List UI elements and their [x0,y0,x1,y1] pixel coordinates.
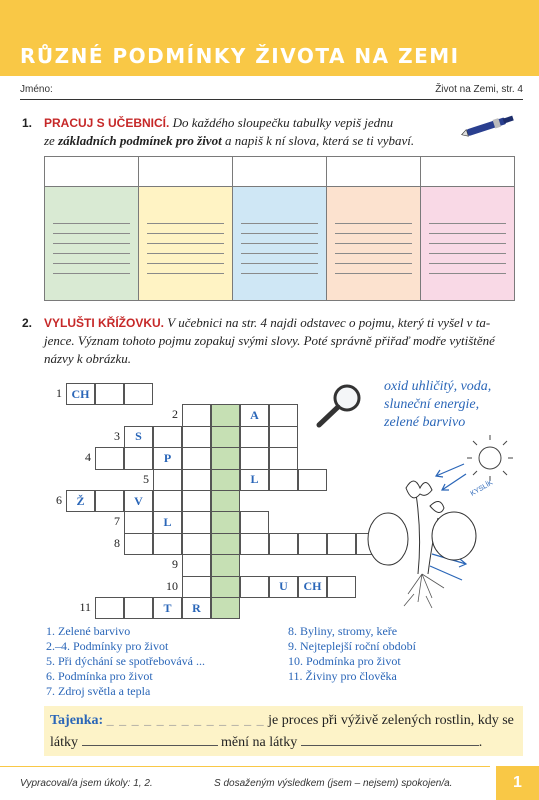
solution-text-1: je proces při výživě zelených rostlin, kdy se [268,713,514,728]
clues-left [46,624,205,699]
pen-icon [460,110,520,140]
crossword-cell[interactable] [240,533,269,555]
crossword-cell[interactable] [269,426,298,448]
writing-line [335,263,412,264]
writing-line [429,223,506,224]
clue-7: 7. Zdroj světla a tepla [46,684,151,698]
crossword-cell[interactable] [211,511,240,533]
crossword-cell[interactable]: L [240,469,269,491]
crossword-row-number: 6 [56,493,62,507]
writing-line [53,273,130,274]
crossword-row-number: 5 [143,471,149,486]
crossword-cell[interactable] [182,447,211,469]
writing-line [147,233,224,234]
crossword-cell[interactable] [182,426,211,448]
task1-line2-bold: základních podmínek pro život [58,133,222,148]
crossword-cell[interactable] [211,447,240,469]
task1-line2-post: a napiš k ní slova, která se ti vybaví. [224,133,415,148]
clue-9: 9. Nejteplejší roční období [288,639,416,653]
crossword-cell[interactable] [211,597,240,619]
crossword-cell[interactable] [124,447,153,469]
crossword-row-number: 8 [114,535,120,550]
crossword-cell[interactable] [153,490,182,512]
crossword-cell[interactable]: CH [298,576,327,598]
task2-number: 2. [22,316,33,330]
crossword-cell[interactable]: R [182,597,211,619]
magnifier-icon [314,382,366,430]
solution-blank-2[interactable] [82,745,218,746]
clue-11: 11. Živiny pro člověka [288,669,397,683]
crossword-cell[interactable] [269,533,298,555]
crossword-cell[interactable]: Ž [66,490,95,512]
writing-line [53,263,130,264]
condition-header-5[interactable] [421,157,515,187]
crossword-cell[interactable]: S [124,426,153,448]
writing-line [429,253,506,254]
crossword-cell[interactable] [211,533,240,555]
task2-heading: VYLUŠTI KŘÍŽOVKU. [44,316,165,330]
writing-line [53,233,130,234]
crossword-cell[interactable] [298,533,327,555]
crossword-row-number: 1 [56,386,62,400]
crossword-cell[interactable]: A [240,404,269,426]
writing-line [429,243,506,244]
crossword-cell[interactable] [211,490,240,512]
writing-line [241,233,318,234]
condition-header-4[interactable] [327,157,421,187]
solution-text-2-end: . [478,735,483,750]
crossword-cell[interactable]: V [124,490,153,512]
clue-1: 1. Zelené barvivo [46,624,131,638]
task1-number: 1. [22,116,33,130]
name-label: Jméno: [20,84,53,95]
crossword-cell[interactable] [124,597,153,619]
crossword-cell[interactable] [182,404,211,426]
solution-blank[interactable]: _ _ _ _ _ _ _ _ _ _ _ _ _ [106,713,265,728]
crossword-cell[interactable] [95,447,124,469]
condition-header-1[interactable] [45,157,139,187]
crossword-row-number: 9 [172,557,178,572]
crossword-cell[interactable] [240,426,269,448]
crossword-cell[interactable] [240,576,269,598]
crossword-cell[interactable] [153,469,182,491]
condition-header-3[interactable] [233,157,327,187]
writing-line [335,273,412,274]
crossword-cell[interactable] [153,426,182,448]
crossword-cell[interactable] [327,533,356,555]
crossword-cell[interactable] [182,554,211,576]
crossword-cell[interactable] [327,576,356,598]
writing-line [335,243,412,244]
condition-column-2[interactable] [139,187,233,301]
writing-line [241,253,318,254]
hint-words [384,378,491,432]
crossword-cell[interactable]: T [153,597,182,619]
crossword-cell[interactable] [211,554,240,576]
task2-line3: názvy k obrázku. [44,351,132,366]
conditions-table [44,156,515,301]
solution-text-2-mid: mění na látky [221,735,298,750]
footer-satisfaction: S dosaženým výsledkem (jsem – nejsem) spokojen/a. [214,778,453,789]
crossword-cell[interactable] [124,533,153,555]
crossword-cell[interactable] [182,576,211,598]
crossword-cell[interactable] [269,469,298,491]
solution-blank-3[interactable] [301,745,479,746]
solution-text-2-pre: látky [50,735,78,750]
crossword-cell[interactable] [124,383,153,405]
crossword-row-number: 2 [172,407,178,422]
crossword-cell[interactable] [182,511,211,533]
writing-line [53,223,130,224]
crossword-cell[interactable] [240,511,269,533]
divider [20,99,523,100]
page-header [0,0,539,76]
crossword-cell[interactable] [211,576,240,598]
crossword-cell[interactable] [211,404,240,426]
crossword-row-number: 7 [114,514,120,529]
crossword-cell[interactable] [211,469,240,491]
crossword-cell[interactable]: CH [66,383,95,405]
crossword-cell[interactable] [182,469,211,491]
crossword-row-number: 3 [114,428,120,443]
textbook-reference: Život na Zemi, str. 4 [435,84,523,95]
writing-line [147,243,224,244]
clue-2-4: 2.–4. Podmínky pro život [46,639,169,653]
writing-line [147,273,224,274]
writing-line [335,253,412,254]
crossword-cell[interactable] [269,404,298,426]
solution-label: Tajenka: [50,713,104,728]
crossword-cell[interactable]: P [153,447,182,469]
writing-line [241,273,318,274]
writing-line [53,253,130,254]
writing-line [335,233,412,234]
writing-line [241,243,318,244]
crossword-cell[interactable]: U [269,576,298,598]
crossword-cell[interactable] [95,490,124,512]
page-title: RŮZNÉ PODMÍNKY ŽIVOTA NA ZEMI [20,44,460,68]
writing-line [241,263,318,264]
hint-line-3: zelené barvivo [384,415,466,430]
crossword-cell[interactable] [240,447,269,469]
clue-5: 5. Při dýchání se spotřebovává ... [46,654,205,668]
plant-illustration [366,434,516,614]
hint-line-1: oxid uhličitý, voda, [384,379,492,394]
crossword-cell[interactable] [182,490,211,512]
crossword-cell[interactable] [124,511,153,533]
writing-line [429,273,506,274]
clue-8: 8. Byliny, stromy, keře [288,624,398,638]
writing-line [147,253,224,254]
condition-column-3[interactable] [233,187,327,301]
crossword-cell[interactable] [269,447,298,469]
writing-line [429,263,506,264]
crossword-cell[interactable] [298,469,327,491]
footer-divider [0,766,490,767]
writing-line [335,223,412,224]
crossword-row-number: 4 [85,450,91,465]
footer-completed: Vypracoval/a jsem úkoly: 1, 2. [20,778,153,789]
crossword-row-number: 10 [166,578,178,593]
writing-line [147,263,224,264]
task1-line2-pre: ze [44,133,55,148]
writing-line [241,223,318,224]
writing-line [147,223,224,224]
crossword-cell[interactable] [95,597,124,619]
task1-instructions [44,114,414,150]
condition-column-1[interactable] [45,187,139,301]
condition-header-2[interactable] [139,157,233,187]
crossword-cell[interactable] [153,533,182,555]
task2-line1: V učebnici na str. 4 najdi odstavec o pojmu, který ti vyšel v ta- [167,315,491,330]
clue-6: 6. Podmínka pro život [46,669,153,683]
clues-right [288,624,416,684]
solution-box [44,706,523,756]
task2-instructions [44,314,495,368]
hint-line-2: sluneční energie, [384,397,480,412]
condition-column-5[interactable] [421,187,515,301]
task1-heading: PRACUJ S UČEBNICÍ. [44,116,170,130]
crossword-cell[interactable] [211,426,240,448]
crossword-row-number: 11 [79,600,91,614]
page-number: 1 [496,766,539,800]
crossword-cell[interactable]: L [153,511,182,533]
oxygen-label: KYSLÍK [469,479,495,498]
writing-line [53,243,130,244]
crossword-cell[interactable] [95,383,124,405]
clue-10: 10. Podmínka pro život [288,654,401,668]
crossword-cell[interactable] [182,533,211,555]
writing-line [429,233,506,234]
condition-column-4[interactable] [327,187,421,301]
task1-line1: Do každého sloupečku tabulky vepiš jednu [172,115,394,130]
task2-line2: jence. Význam tohoto pojmu zopakuj svými slovy. Poté správně přiřaď modře vytištěné [44,333,495,348]
